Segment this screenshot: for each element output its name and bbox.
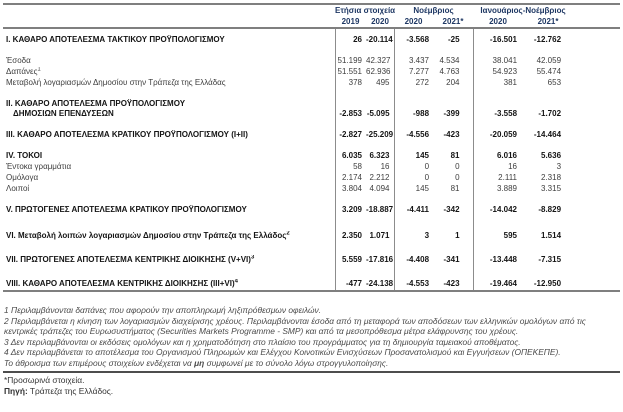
footnote-1 [4, 305, 619, 316]
spacer-cell [3, 28, 335, 35]
row-value: 54.923 [492, 67, 518, 76]
row-value: -5.095 [366, 99, 394, 120]
row-value: -4.408 [406, 255, 430, 264]
spacer-cell [433, 89, 473, 99]
table-body [3, 28, 620, 291]
row-value: 7.277 [408, 67, 430, 76]
row-value: -24.138 [366, 279, 394, 291]
spacer-cell [573, 195, 620, 205]
spacer-row [3, 216, 620, 231]
footnote-text: Δεν περιλαμβάνονται οι εκδόσεις ομολόγων και η χρηματοδότηση στο πλαίσιο του προγράμματος για τη δημιουργία ταμειακού αποθέματος. [10, 336, 521, 347]
spacer-cell [335, 89, 366, 99]
spacer-cell [366, 266, 394, 279]
row-value: 16 [508, 162, 518, 171]
row-value: 38.041 [492, 56, 518, 65]
footnote-ref: 4 [234, 279, 238, 285]
row-value: -342 [433, 205, 473, 216]
rounding-note [4, 358, 619, 369]
row-value: 42.327 [366, 56, 394, 67]
row-padding-cell [573, 231, 620, 242]
spacer-cell [433, 242, 473, 255]
row-value: -3.568 [406, 35, 430, 44]
row-padding-cell [573, 184, 620, 195]
spacer-cell [523, 141, 573, 151]
row-value: 4.534 [433, 56, 473, 67]
row-value: 1.514 [541, 231, 562, 240]
row-value: -2.853 [339, 109, 362, 118]
table-row [3, 173, 620, 184]
row-label: Λοιποί [3, 184, 335, 195]
spacer-cell [3, 141, 335, 151]
spacer-cell [473, 242, 523, 255]
row-value: 0 [433, 162, 473, 173]
spacer-cell [523, 89, 573, 99]
spacer-cell [433, 216, 473, 231]
header-padding-cell [573, 16, 620, 28]
spacer-row [3, 141, 620, 151]
spacer-cell [366, 46, 394, 56]
header-year-nov-2021: 2021* [442, 17, 464, 26]
row-value: 0 [424, 162, 430, 171]
spacer-cell [335, 28, 366, 35]
spacer-cell [473, 28, 523, 35]
row-value: -988 [413, 109, 430, 118]
row-label: VI. Μεταβολή λοιπών λογαριασμών Δημοσίου στην Τράπεζα της Ελλάδος$^2$ [3, 231, 335, 242]
row-value: -8.829 [538, 205, 562, 214]
footnote-text: Περιλαμβάνεται η κίνηση των λογαριασμών διαχείρισης χρέους. Περιλαμβάνονται έσοδα από τη μεταφορά των αποδόσεων των ελληνικών ομολόγων από τις κεντρικές τράπεζες του Ευρωσυστήματος (Securities Markets Programme - SMP) και από τα μεσοπρόθεσμα μέτρα ελάφρυνσης του χρέους. [4, 315, 586, 336]
row-padding-cell [573, 255, 620, 266]
spacer-cell [335, 120, 366, 130]
row-value: -423 [433, 130, 473, 141]
row-value: 0 [424, 173, 430, 182]
spacer-cell [335, 195, 366, 205]
row-value: 378 [348, 78, 362, 87]
row-value: -477 [345, 279, 362, 288]
row-value: 381 [503, 78, 518, 87]
row-value: 0 [433, 173, 473, 184]
footnote-number: 3 [4, 336, 9, 347]
spacer-row [3, 89, 620, 99]
row-value: -12.762 [533, 35, 562, 44]
row-value: 3.889 [496, 184, 518, 193]
table-row [3, 56, 620, 67]
table-row [3, 78, 620, 89]
spacer-cell [366, 120, 394, 130]
row-label: V. ΠΡΩΤΟΓΕΝΕΣ ΑΠΟΤΕΛΕΣΜΑ ΚΡΑΤΙΚΟΥ ΠΡΟΫΠΟΛΟΓΙΣΜΟΥ [3, 205, 335, 216]
row-value: -399 [433, 99, 473, 120]
row-label-line2: ΔΗΜΟΣΙΩΝ ΕΠΕΝΔΥΣΕΩΝ [13, 109, 114, 118]
row-value: 2.212 [366, 173, 394, 184]
spacer-cell [573, 46, 620, 56]
spacer-cell [394, 120, 433, 130]
row-padding-cell [573, 279, 620, 291]
spacer-cell [573, 242, 620, 255]
row-padding-cell [573, 173, 620, 184]
spacer-cell [473, 46, 523, 56]
spacer-cell [335, 216, 366, 231]
footnote-text: Δεν περιλαμβάνεται το αποτέλεσμα του Οργανισμού Πληρωμών και Ελέγχου Κοινοτικών Ενισχύσεων Προσανατολισμού και Εγγυήσεων (ΟΠΕΚΕΠΕ). [10, 347, 561, 357]
provisional-note: *Προσωρινά στοιχεία. [4, 375, 85, 385]
spacer-cell [523, 195, 573, 205]
row-value: 55.474 [536, 67, 562, 76]
table-row [3, 99, 620, 120]
row-label-line1: ΙΙ. ΚΑΘΑΡΟ ΑΠΟΤΕΛΕΣΜΑ ΠΡΟΫΠΟΛΟΓΙΣΜΟΥ [6, 99, 186, 108]
row-label: ΙΙΙ. ΚΑΘΑΡΟ ΑΠΟΤΕΛΕΣΜΑ ΚΡΑΤΙΚΟΥ ΠΡΟΫΠΟΛΟΓΙΣΜΟΥ (Ι+ΙΙ) [3, 130, 335, 141]
table-row [3, 184, 620, 195]
header-group-row [3, 4, 620, 16]
spacer-cell [3, 266, 335, 279]
spacer-cell [366, 141, 394, 151]
row-value: -4.411 [406, 205, 430, 214]
table-row [3, 35, 620, 46]
spacer-cell [394, 46, 433, 56]
row-value: 272 [415, 78, 430, 87]
footnotes-block [4, 305, 619, 368]
spacer-row [3, 242, 620, 255]
spacer-cell [573, 89, 620, 99]
row-value: -1.702 [538, 109, 562, 118]
row-value: -19.464 [489, 279, 518, 288]
row-padding-cell [573, 56, 620, 67]
source-note [4, 386, 619, 397]
header-year-jannov-2021: 2021* [537, 17, 559, 26]
row-padding-cell [573, 151, 620, 162]
row-value: 204 [433, 78, 473, 89]
row-padding-cell [573, 130, 620, 141]
row-label: Έντοκα γραμμάτια [3, 162, 335, 173]
row-label: Μεταβολή λογαριασμών Δημοσίου στην Τράπεζα της Ελλάδας [3, 78, 335, 89]
spacer-cell [335, 242, 366, 255]
spacer-cell [523, 46, 573, 56]
footnote-number: 4 [4, 347, 9, 357]
spacer-row [3, 266, 620, 279]
spacer-row [3, 120, 620, 130]
spacer-cell [3, 120, 335, 130]
row-value: -25 [433, 35, 473, 46]
footnote-number: 2 [4, 315, 9, 326]
spacer-cell [366, 242, 394, 255]
spacer-cell [573, 266, 620, 279]
row-value: 145 [415, 184, 430, 193]
row-value: 1 [433, 231, 473, 242]
spacer-cell [573, 28, 620, 35]
header-year-nov-2020: 2020 [404, 17, 423, 26]
table-row [3, 255, 620, 266]
header-year-annual-2019: 2019 [341, 17, 360, 26]
header-empty-cell [3, 16, 335, 28]
spacer-cell [473, 141, 523, 151]
header-years-row [3, 16, 620, 28]
footnote-number: 1 [4, 305, 9, 315]
row-value: 4.763 [433, 67, 473, 78]
row-value: -2.827 [339, 130, 362, 139]
row-value: -3.558 [494, 109, 518, 118]
spacer-cell [433, 120, 473, 130]
row-value: -14.464 [533, 130, 562, 139]
footnote-4 [4, 347, 619, 358]
budget-table [3, 3, 620, 292]
row-value: 62.936 [366, 67, 394, 78]
spacer-cell [3, 242, 335, 255]
row-label: Ι. ΚΑΘΑΡΟ ΑΠΟΤΕΛΕΣΜΑ ΤΑΚΤΙΚΟΥ ΠΡΟΫΠΟΛΟΓΙΣΜΟΥ [3, 35, 335, 46]
row-label: Ομόλογα [3, 173, 335, 184]
row-value: -18.887 [366, 205, 394, 214]
footer-divider [3, 371, 620, 373]
spacer-cell [473, 216, 523, 231]
spacer-cell [3, 46, 335, 56]
row-value: 3.437 [408, 56, 430, 65]
rounding-note-bold: μη [194, 357, 205, 368]
spacer-cell [523, 266, 573, 279]
footnote-ref: 3 [250, 255, 255, 261]
header-year-annual-2020: 2020 [371, 17, 389, 26]
row-value: 595 [503, 231, 518, 240]
table-row [3, 130, 620, 141]
row-padding-cell [573, 67, 620, 78]
row-value: 26 [353, 35, 362, 44]
table-header [3, 4, 620, 28]
table-row [3, 151, 620, 162]
row-value: 3 [424, 231, 430, 240]
row-label: VIII. ΚΑΘΑΡΟ ΑΠΟΤΕΛΕΣΜΑ ΚΕΝΤΡΙΚΗΣ ΔΙΟΙΚΗΣΗΣ (III+VI)$^4$ [3, 279, 335, 291]
spacer-cell [433, 195, 473, 205]
spacer-cell [473, 120, 523, 130]
row-value: 6.016 [496, 151, 518, 160]
spacer-cell [523, 120, 573, 130]
spacer-cell [573, 141, 620, 151]
row-label: IV. ΤΟΚΟΙ [3, 151, 335, 162]
row-value: 3 [556, 162, 562, 171]
spacer-cell [366, 89, 394, 99]
row-padding-cell [573, 35, 620, 46]
spacer-cell [366, 216, 394, 231]
spacer-cell [433, 28, 473, 35]
row-value: -341 [433, 255, 473, 266]
row-value: -16.501 [489, 35, 518, 44]
row-label: VII. ΠΡΩΤΟΓΕΝΕΣ ΑΠΟΤΕΛΕΣΜΑ ΚΕΝΤΡΙΚΗΣ ΔΙΟΙΚΗΣΗΣ (V+VI)$^3$ [3, 255, 335, 266]
spacer-cell [523, 242, 573, 255]
row-value: -7.315 [538, 255, 562, 264]
spacer-cell [573, 216, 620, 231]
spacer-cell [433, 46, 473, 56]
row-value: 2.111 [498, 173, 518, 182]
header-padding-cell [573, 4, 620, 16]
row-value: -423 [433, 279, 473, 291]
footnote-ref: 1 [37, 67, 41, 73]
row-padding-cell [573, 99, 620, 120]
spacer-cell [473, 195, 523, 205]
source-label: Πηγή: [4, 385, 28, 396]
spacer-cell [523, 28, 573, 35]
row-value: 42.059 [536, 56, 562, 65]
spacer-row [3, 195, 620, 205]
row-value: 58 [353, 162, 362, 171]
row-value: 5.636 [541, 151, 562, 160]
row-value: 6.035 [341, 151, 362, 160]
row-value: 16 [366, 162, 394, 173]
row-label: Έσοδα [3, 56, 335, 67]
row-value: 653 [547, 78, 562, 87]
spacer-cell [433, 141, 473, 151]
row-value: 145 [415, 151, 430, 160]
spacer-cell [523, 216, 573, 231]
row-value: 2.350 [341, 231, 362, 240]
row-value: 2.174 [341, 173, 362, 182]
table-row [3, 279, 620, 291]
spacer-cell [335, 141, 366, 151]
row-value: -20.059 [489, 130, 518, 139]
row-value: -17.816 [366, 255, 394, 264]
row-value: 6.323 [366, 151, 394, 162]
rounding-note-post: συμφωνεί με το σύνολο λόγω στρογγυλοποίησης. [204, 357, 389, 368]
header-empty-cell [3, 4, 335, 16]
table-row [3, 205, 620, 216]
spacer-cell [573, 120, 620, 130]
row-padding-cell [573, 162, 620, 173]
row-label [3, 99, 335, 120]
row-value: 4.094 [366, 184, 394, 195]
spacer-cell [394, 242, 433, 255]
spacer-cell [394, 195, 433, 205]
rounding-note-pre: Το άθροισμα των επιμέρους στοιχείων ενδέχεται να [4, 357, 195, 368]
row-value: 51.199 [337, 56, 362, 65]
row-value: 3.804 [341, 184, 362, 193]
header-group-jan-nov: Ιανουάριος-Νοέμβριος [480, 6, 566, 15]
spacer-cell [366, 195, 394, 205]
spacer-cell [394, 141, 433, 151]
row-padding-cell [573, 78, 620, 89]
footnote-ref: 2 [286, 231, 290, 237]
footnote-3 [4, 337, 619, 348]
spacer-cell [473, 89, 523, 99]
footnote-text: Περιλαμβάνονται δαπάνες που αφορούν την αποπληρωμή ληξιπρόθεσμων οφειλών. [11, 305, 322, 315]
spacer-row [3, 28, 620, 35]
table-row [3, 162, 620, 173]
row-value: 495 [366, 78, 394, 89]
spacer-cell [473, 266, 523, 279]
spacer-cell [394, 89, 433, 99]
row-value: -20.114 [366, 35, 393, 44]
row-value: -13.448 [489, 255, 518, 264]
source-text: Τράπεζα της Ελλάδος. [27, 385, 114, 396]
row-value: 81 [433, 184, 473, 195]
row-value: -4.553 [406, 279, 430, 288]
spacer-cell [3, 89, 335, 99]
spacer-cell [433, 266, 473, 279]
spacer-row [3, 46, 620, 56]
spacer-cell [394, 216, 433, 231]
spacer-cell [394, 28, 433, 35]
spacer-cell [366, 28, 394, 35]
row-value: 81 [433, 151, 473, 162]
row-value: -12.950 [533, 279, 562, 288]
spacer-cell [3, 195, 335, 205]
spacer-cell [394, 266, 433, 279]
table-row [3, 231, 620, 242]
footnote-2 [4, 316, 619, 337]
row-value: 1.071 [366, 231, 394, 242]
row-value: 3.209 [341, 205, 362, 214]
row-value: 5.559 [341, 255, 362, 264]
spacer-cell [335, 46, 366, 56]
row-value: -4.556 [406, 130, 430, 139]
header-group-annual: Ετήσια στοιχεία [335, 6, 396, 15]
table-row [3, 67, 620, 78]
row-value: -25.209 [366, 130, 394, 139]
row-value: -14.042 [489, 205, 518, 214]
row-label: Δαπάνες$^1$ [3, 67, 335, 78]
spacer-cell [335, 266, 366, 279]
row-value: 51.551 [337, 67, 362, 76]
row-value: 2.318 [541, 173, 562, 182]
row-value: 3.315 [541, 184, 562, 193]
spacer-cell [3, 216, 335, 231]
header-group-november: Νοέμβριος [413, 6, 454, 15]
header-year-jannov-2020: 2020 [489, 17, 507, 26]
row-padding-cell [573, 205, 620, 216]
